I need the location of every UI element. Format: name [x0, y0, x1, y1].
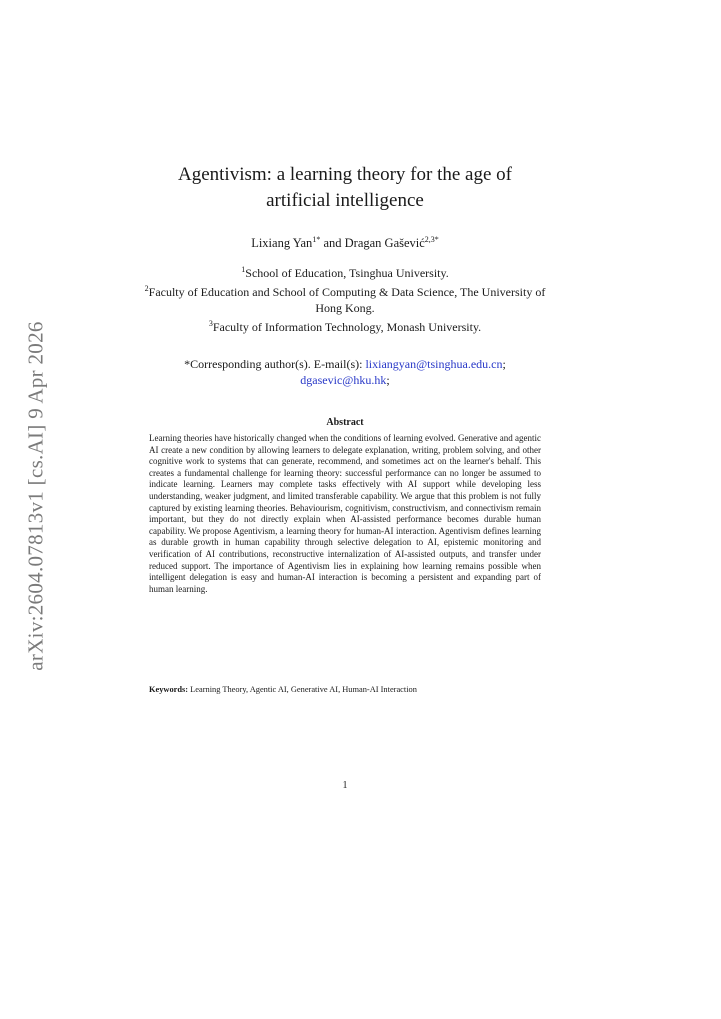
- title-line-1: Agentivism: a learning theory for the age of: [178, 164, 512, 185]
- arxiv-identifier-stamp: [18, 306, 54, 686]
- page-number: 1: [342, 780, 348, 791]
- abstract-text: Learning theories have historically changed when the conditions of learning evolved. Generative and agentic AI create a new condition by allowing learners to delegate explanation, writing, problem solving, and other cognitive work to systems that can generate, recommend, and sometimes act on the learner's behalf. This creates a fundamental challenge for learning theory: successful performance can no longer be assumed to indicate learning. Learners may complete tasks effectively with AI support while developing less understanding, weaker judgment, and limited transferable capability. We argue that this problem is not fully captured by existing learning theories. Behaviourism, cognitivism, constructivism, and connectivism remain important, but they do not directly explain when AI-assisted performance becomes durable human capability. We propose Agentivism, a learning theory for human-AI interaction. Agentivism defines learning as durable growth in human capability through selective delegation to AI, epistemic monitoring and verification of AI contributions, reconstructive internalization of AI-assisted outputs, and transfer under reduced support. The importance of Agentivism lies in explaining how learning remains possible when intelligent delegation is easy and human-AI interaction is becoming a persistent and expanding part of human learning.: [149, 433, 541, 594]
- affiliation-item: [140, 316, 550, 335]
- affiliation-number: 1: [241, 265, 246, 274]
- affiliation-number: 3: [208, 319, 213, 328]
- corresponding-authors: [140, 356, 550, 388]
- affiliation-text: School of Education, Tsinghua University.: [245, 266, 449, 280]
- email-link-2[interactable]: dgasevic@hku.hk: [300, 373, 387, 387]
- paper-title: [140, 162, 550, 214]
- arxiv-stamp-text: arXiv:2604.07813v1 [cs.AI] 9 Apr 2026: [23, 321, 48, 671]
- keywords-label: Keywords:: [149, 685, 189, 694]
- affiliation-text: Faculty of Information Technology, Monash University.: [212, 320, 482, 334]
- author-name: Dragan Gašević: [344, 236, 425, 250]
- keywords: [149, 685, 541, 694]
- affiliation-item: [140, 262, 550, 281]
- email-separator: ;: [502, 357, 506, 371]
- title-line-2: artificial intelligence: [266, 190, 424, 211]
- abstract-heading: Abstract: [326, 417, 364, 428]
- author-superscript: 1*: [312, 235, 321, 244]
- affiliation-text: Faculty of Education and School of Computing & Data Science, The University of Hong Kong.: [148, 285, 546, 315]
- email-separator: ;: [386, 373, 390, 387]
- affiliation-number: 2: [144, 284, 149, 293]
- corresponding-prefix: *Corresponding author(s). E-mail(s):: [184, 357, 366, 371]
- affiliations: [140, 262, 550, 335]
- email-link-1[interactable]: lixiangyan@tsinghua.edu.cn: [365, 357, 503, 371]
- author-name: Lixiang Yan: [251, 236, 313, 250]
- author-conjunction: and: [320, 236, 345, 250]
- author-list: [140, 235, 550, 251]
- affiliation-item: [140, 281, 550, 316]
- keywords-list: Learning Theory, Agentic AI, Generative AI, Human-AI Interaction: [188, 685, 417, 694]
- author-superscript: 2,3*: [424, 235, 439, 244]
